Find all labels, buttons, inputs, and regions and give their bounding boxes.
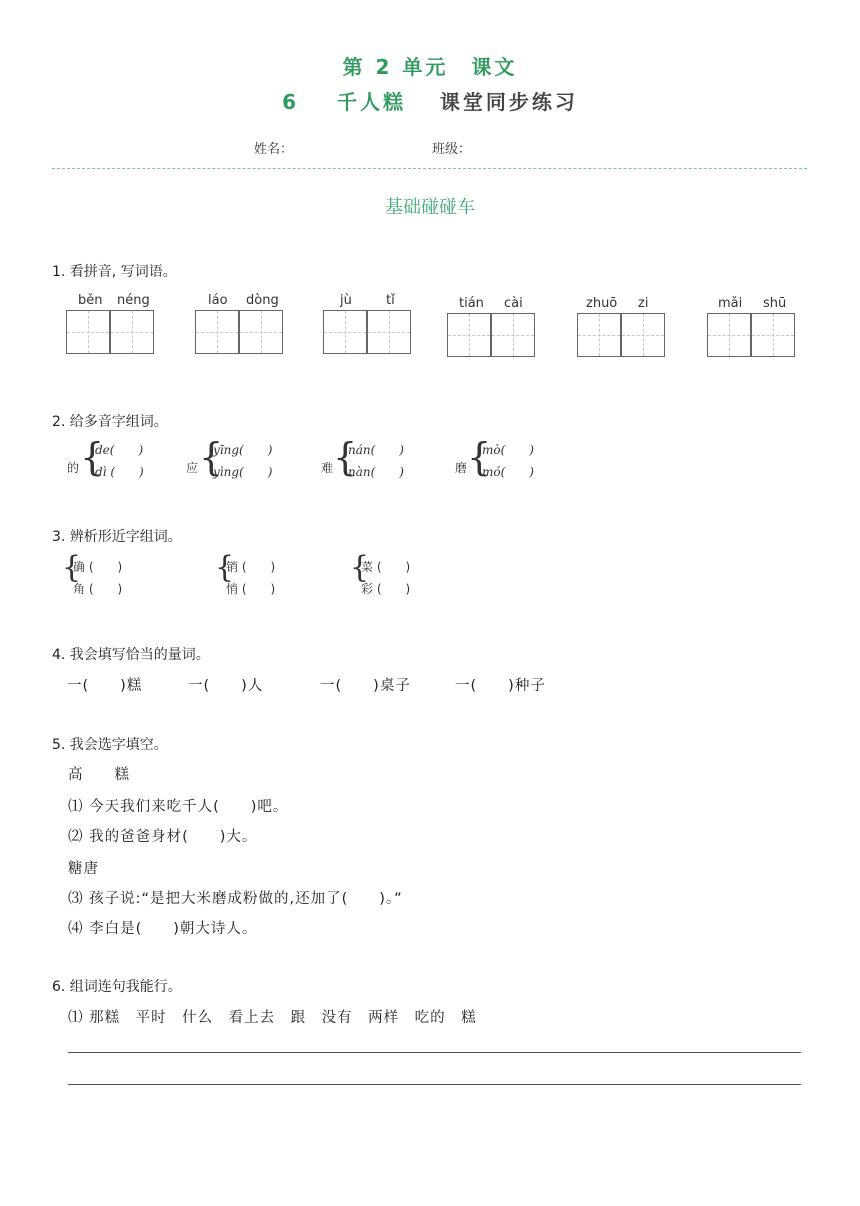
practice-label: 课堂同步练习 <box>439 90 578 114</box>
choice-chars: 高 糕 <box>68 767 130 783</box>
q1-title: 1. 看拼音, 写词语。 <box>52 264 177 280</box>
writing-box[interactable] <box>621 313 665 357</box>
word-sequence: ⑴ 那糕 平时 什么 看上去 跟 没有 两样 吃的 糕 <box>68 1010 477 1026</box>
measure-word-blank[interactable]: 一( )种子 <box>455 678 546 694</box>
q3-title: 3. 辨析形近字组词。 <box>52 529 182 545</box>
section-title: 基础碰碰车 <box>385 197 475 218</box>
pinyin: mǎi <box>718 296 743 311</box>
lesson-name: 千人糕 <box>336 90 406 114</box>
class-label: 班级： <box>432 142 472 157</box>
answer-blank[interactable]: 销 ( ) <box>226 560 276 574</box>
name-label: 姓名： <box>254 142 294 157</box>
choice-chars: 糖唐 <box>68 861 99 877</box>
writing-box[interactable] <box>323 310 367 354</box>
pinyin: shū <box>763 296 787 311</box>
pinyin: dòng <box>246 293 279 308</box>
pinyin: běn <box>78 293 103 308</box>
writing-box[interactable] <box>367 310 411 354</box>
measure-word-blank[interactable]: 一( )人 <box>188 678 264 694</box>
answer-blank[interactable]: yīng( ) <box>213 443 273 457</box>
brace: { <box>350 550 370 585</box>
answer-blank[interactable]: 角 ( ) <box>73 582 123 596</box>
answer-blank[interactable]: mó( ) <box>482 465 534 479</box>
q5-title: 5. 我会选字填空。 <box>52 737 168 753</box>
pinyin: zi <box>638 296 649 311</box>
writing-box[interactable] <box>491 313 535 357</box>
answer-blank[interactable]: mò( ) <box>482 443 534 457</box>
writing-box[interactable] <box>239 310 283 354</box>
answer-blank[interactable]: 确 ( ) <box>73 560 123 574</box>
q4-title: 4. 我会填写恰当的量词。 <box>52 647 210 663</box>
header-divider <box>52 168 807 169</box>
pinyin: cài <box>504 296 523 311</box>
brace: { <box>62 550 82 585</box>
answer-line[interactable] <box>68 1052 801 1053</box>
pinyin: tián <box>459 296 484 311</box>
pinyin: láo <box>208 293 228 308</box>
pinyin: jù <box>340 293 352 308</box>
brace: { <box>199 435 224 479</box>
writing-box[interactable] <box>66 310 110 354</box>
lesson-title <box>0 86 860 115</box>
lesson-number: 6 <box>282 90 300 114</box>
pinyin: néng <box>117 293 150 308</box>
writing-box[interactable] <box>751 313 795 357</box>
answer-blank[interactable]: dì ( ) <box>95 465 144 479</box>
polyphone-char: 应 <box>186 461 199 475</box>
polyphone-char: 磨 <box>455 461 468 475</box>
brace: { <box>333 435 358 479</box>
answer-blank[interactable]: de( ) <box>95 443 144 457</box>
writing-box[interactable] <box>707 313 751 357</box>
sentence-1[interactable]: ⑴ 今天我们来吃千人( )吧。 <box>68 799 289 815</box>
pinyin: tǐ <box>386 293 395 308</box>
writing-box[interactable] <box>447 313 491 357</box>
measure-word-blank[interactable]: 一( )桌子 <box>320 678 411 694</box>
answer-blank[interactable]: 菜 ( ) <box>361 560 411 574</box>
brace: { <box>215 550 235 585</box>
pinyin: zhuō <box>586 296 618 311</box>
q2-title: 2. 给多音字组词。 <box>52 414 168 430</box>
answer-blank[interactable]: 悄 ( ) <box>226 582 276 596</box>
sentence-3[interactable]: ⑶ 孩子说:“是把大米磨成粉做的,还加了( )。” <box>68 891 403 907</box>
answer-line[interactable] <box>68 1084 801 1085</box>
answer-blank[interactable]: yìng( ) <box>213 465 273 479</box>
sentence-4[interactable]: ⑷ 李白是( )朝大诗人。 <box>68 921 258 937</box>
brace: { <box>467 435 492 479</box>
writing-box[interactable] <box>577 313 621 357</box>
answer-blank[interactable]: nàn( ) <box>348 465 404 479</box>
q6-title: 6. 组词连句我能行。 <box>52 979 182 995</box>
brace: { <box>80 435 105 479</box>
sentence-2[interactable]: ⑵ 我的爸爸身材( )大。 <box>68 829 258 845</box>
writing-box[interactable] <box>110 310 154 354</box>
measure-word-blank[interactable]: 一( )糕 <box>67 678 143 694</box>
polyphone-char: 难 <box>321 461 334 475</box>
unit-title: 第 2 单元 课文 <box>342 55 518 79</box>
answer-blank[interactable]: 彩 ( ) <box>361 582 411 596</box>
polyphone-char: 的 <box>67 461 80 475</box>
writing-box[interactable] <box>195 310 239 354</box>
answer-blank[interactable]: nán( ) <box>348 443 404 457</box>
